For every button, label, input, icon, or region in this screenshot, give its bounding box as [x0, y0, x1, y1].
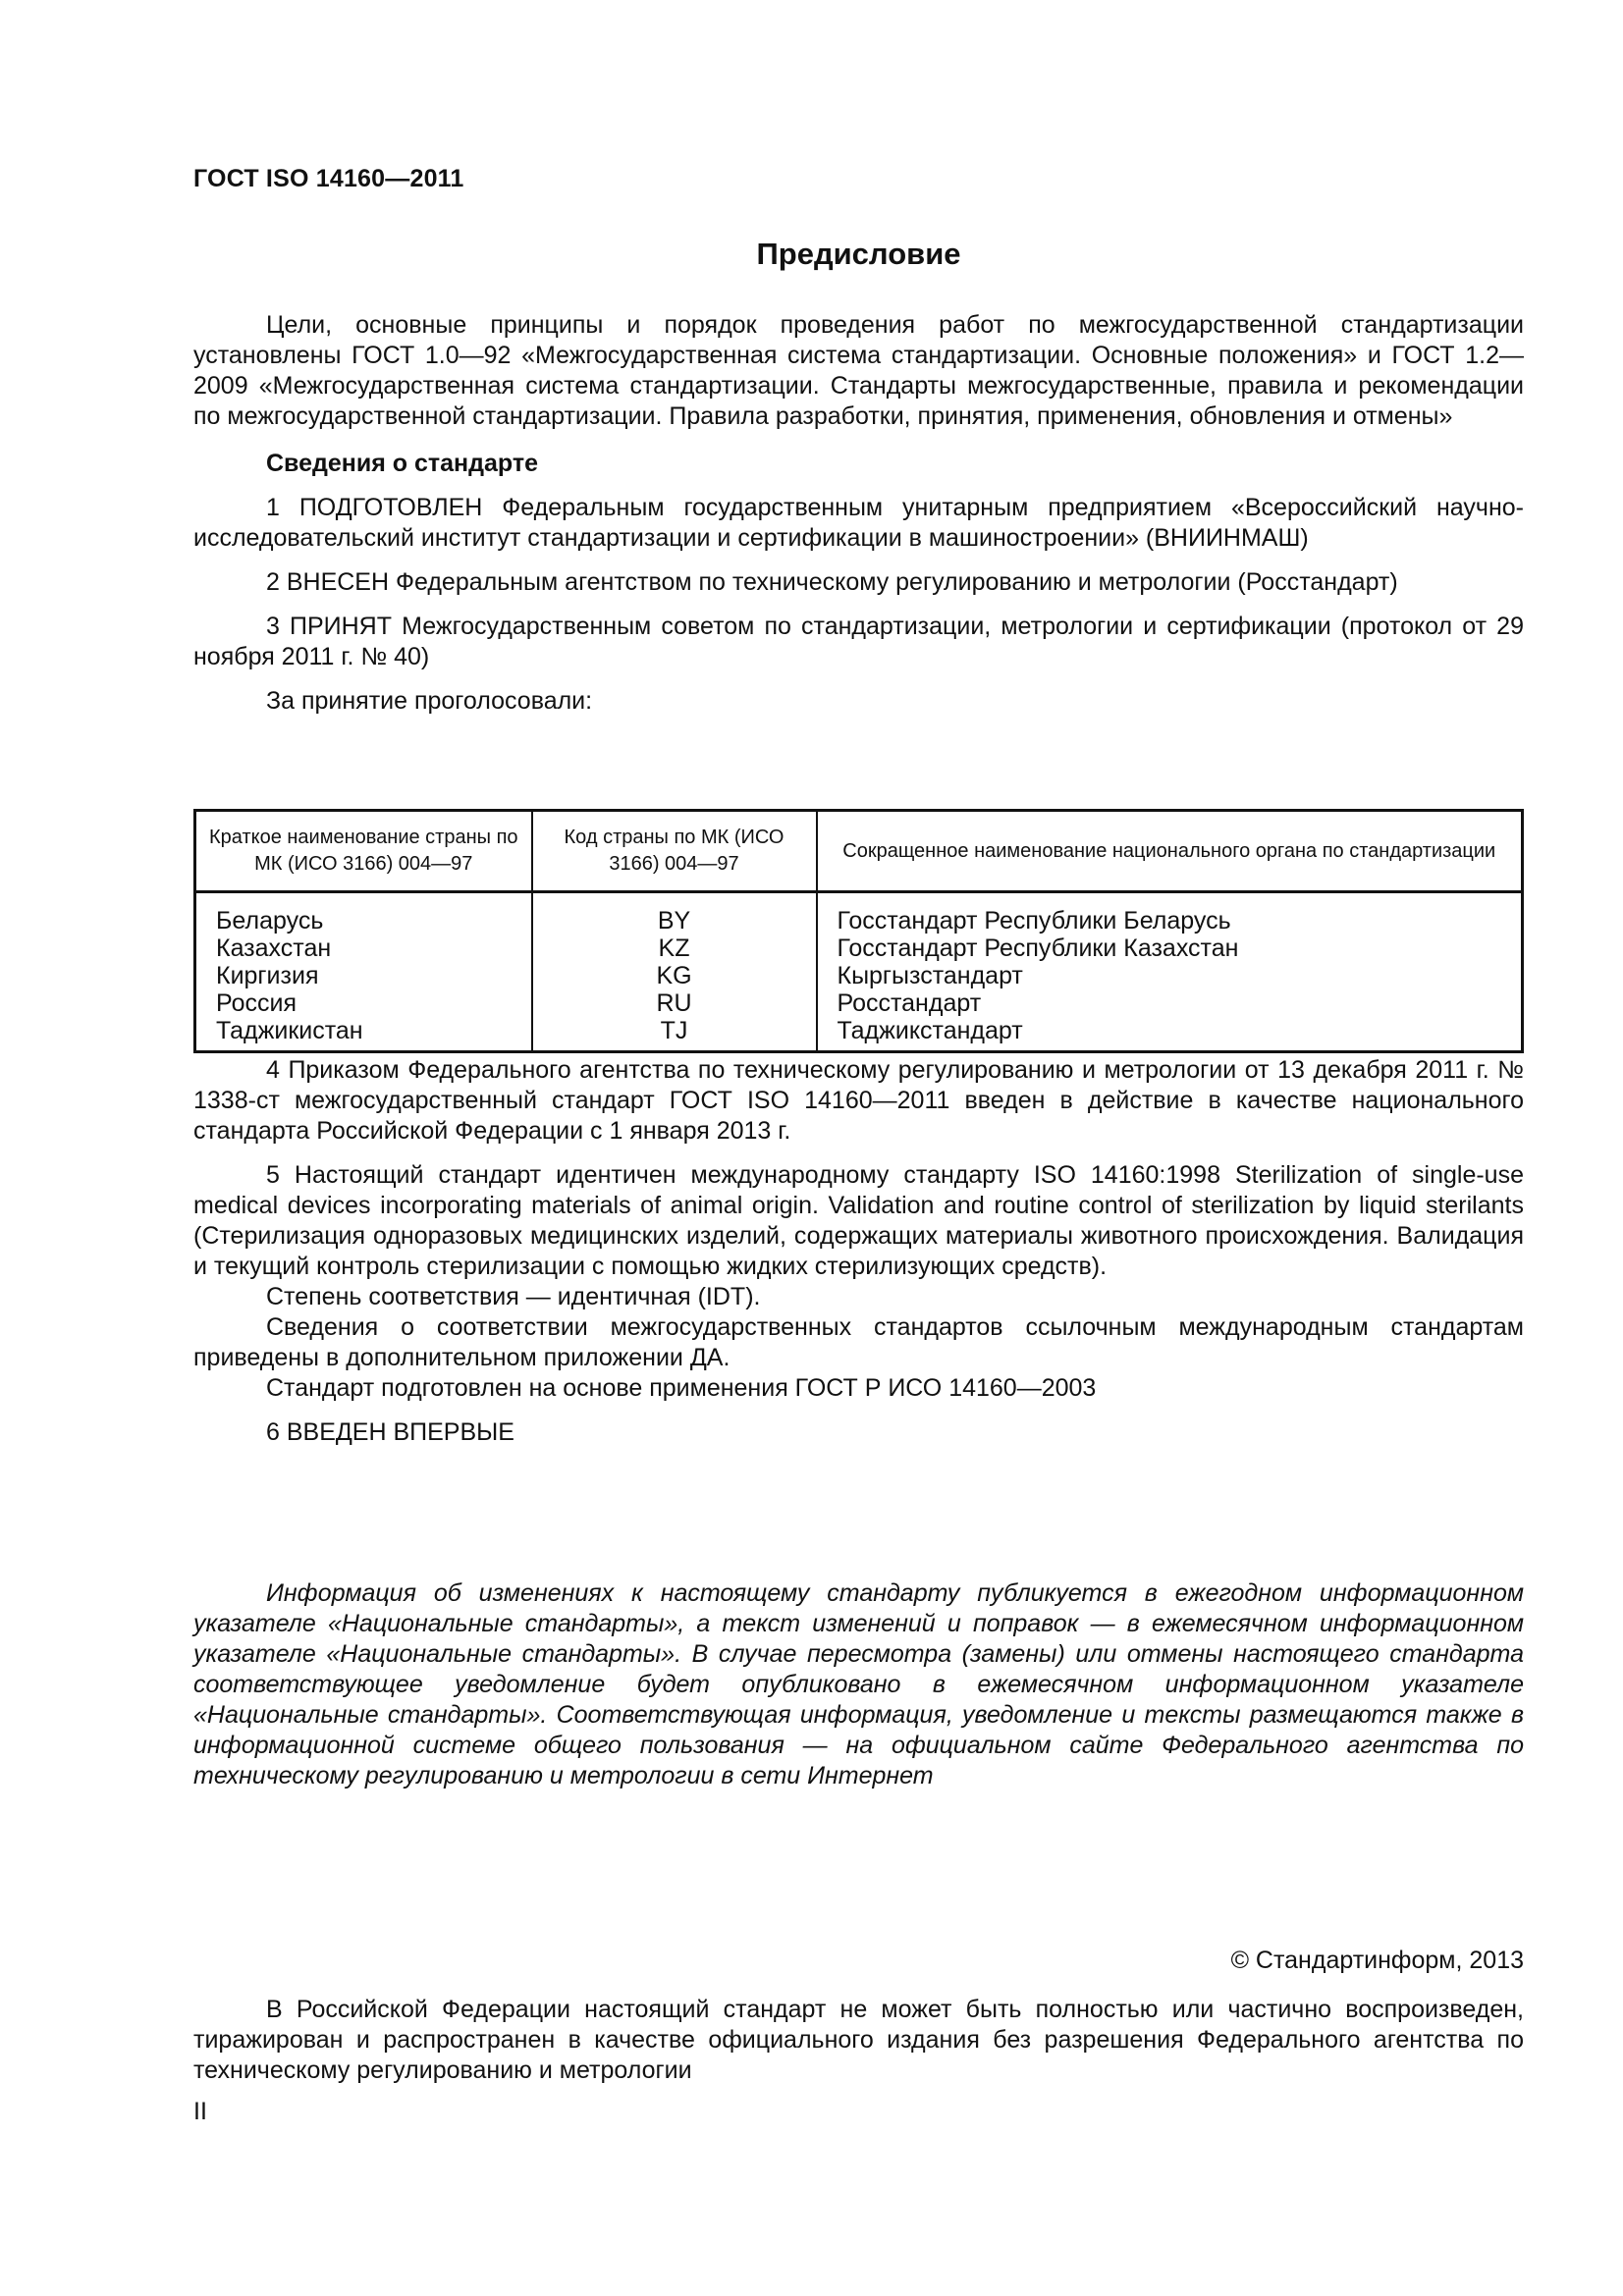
cell-country: Беларусь: [195, 892, 532, 935]
cell-code: RU: [532, 989, 817, 1017]
item-references: Сведения о соответствии межгосударственных стандартов ссылочным международным стандартам приведены в дополнительном приложении ДА.: [193, 1313, 1524, 1371]
item-degree: Степень соответствия — идентичная (IDT).: [266, 1283, 761, 1310]
cell-code: TJ: [532, 1017, 817, 1052]
header-code: Код страны по МК (ИСО 3166) 004—97: [532, 811, 817, 892]
header-body: Сокращенное наименование национального органа по стандартизации: [817, 811, 1523, 892]
amendments-notice: [193, 1578, 1524, 1791]
table-row: [195, 962, 1523, 989]
table-header-row: [195, 811, 1523, 892]
intro-paragraph: Цели, основные принципы и порядок проведения работ по межгосударственной стандартизации установлены ГОСТ 1.0—92 «Межгосударственная система стандартизации. Основные положения» и ГОСТ 1.2—2009 «Межгосударственная система стандартизации. Стандарты межгосударственные, правила и рекомендации по межгосударственной стандартизации. Правила разработки, принятия, применения, обновления и отмены»: [193, 311, 1524, 430]
reproduction-notice: [193, 1995, 1524, 2086]
cell-body: Таджикстандарт: [837, 1017, 1023, 1044]
cell-body: Кыргызстандарт: [837, 962, 1023, 989]
page-title: Предисловие: [756, 237, 961, 271]
item-introduced: 2 ВНЕСЕН Федеральным агентством по техническому регулированию и метрологии (Росстандарт): [266, 568, 1398, 596]
notice-paragraph: Информация об изменениях к настоящему стандарту публикуется в ежегодном информационном указателе «Национальные стандарты», а текст изменений и поправок — в ежемесячном информационном указателе «Национальные стандарты». В случае пересмотра (замены) или отмены настоящего стандарта соответствующее уведомление будет опубликовано в ежемесячном информационном указателе «Национальные стандарты». Соответствующая информация, уведомление и тексты размещаются также в информационной системе общего пользования — на официальном сайте Федерального агентства по техническому регулированию и метрологии в сети Интернет: [193, 1579, 1524, 1789]
section-heading: Сведения о стандарте: [266, 450, 539, 477]
table-row: [195, 1017, 1523, 1052]
item-prepared: 1 ПОДГОТОВЛЕН Федеральным государственным унитарным предприятием «Всероссийский научно-исследовательский институт стандартизации и сертификации в машиностроении» (ВНИИНМАШ): [193, 494, 1524, 552]
items-after-table: [193, 1055, 1524, 1448]
copyright-line: © Стандартинформ, 2013: [1230, 1947, 1524, 1974]
item-basis: Стандарт подготовлен на основе применения ГОСТ Р ИСО 14160—2003: [266, 1374, 1097, 1402]
page-number: II: [193, 2098, 207, 2125]
reproduction-paragraph: В Российской Федерации настоящий стандарт не может быть полностью или частично воспроизведен, тиражирован и распространен в качестве официального издания без разрешения Федерального агентства по техническому регулированию и метрологии: [193, 1996, 1524, 2084]
item-first-introduced: 6 ВВЕДЕН ВПЕРВЫЕ: [266, 1418, 514, 1446]
cell-body: Госстандарт Республики Казахстан: [837, 934, 1239, 962]
cell-code: KZ: [532, 934, 817, 962]
vote-label: За принятие проголосовали:: [266, 687, 593, 715]
preface-block: [193, 310, 1524, 717]
item-enacted: 4 Приказом Федерального агентства по техническому регулированию и метрологии от 13 декабря 2011 г. № 1338-ст межгосударственный стандарт ГОСТ ISO 14160—2011 введен в действие в качестве национального стандарта Российской Федерации с 1 января 2013 г.: [193, 1056, 1524, 1145]
cell-country: Киргизия: [195, 962, 532, 989]
item-adopted: 3 ПРИНЯТ Межгосударственным советом по стандартизации, метрологии и сертификации (протокол от 29 ноября 2011 г. № 40): [193, 613, 1524, 670]
table-row: [195, 989, 1523, 1017]
header-country: Краткое наименование страны по МК (ИСО 3166) 004—97: [195, 811, 532, 892]
document-page: [193, 0, 1524, 2296]
document-code: ГОСТ ISO 14160—2011: [193, 165, 464, 192]
cell-country: Таджикистан: [195, 1017, 532, 1052]
cell-country: Казахстан: [195, 934, 532, 962]
item-identical: 5 Настоящий стандарт идентичен международному стандарту ISO 14160:1998 Sterilization of single-use medical devices incorporating materials of animal origin. Validation and routine control of sterilization by liquid sterilants (Стерилизация одноразовых медицинских изделий, содержащих материалы животного происхождения. Валидация и текущий контроль стерилизации с помощью жидких стерилизующих средств).: [193, 1161, 1524, 1280]
table-row: [195, 892, 1523, 935]
cell-body: Госстандарт Республики Беларусь: [837, 907, 1231, 934]
voting-table: [193, 809, 1524, 1053]
cell-body: Росстандарт: [837, 989, 982, 1017]
cell-country: Россия: [195, 989, 532, 1017]
table-row: [195, 934, 1523, 962]
cell-code: KG: [532, 962, 817, 989]
cell-code: BY: [532, 892, 817, 935]
